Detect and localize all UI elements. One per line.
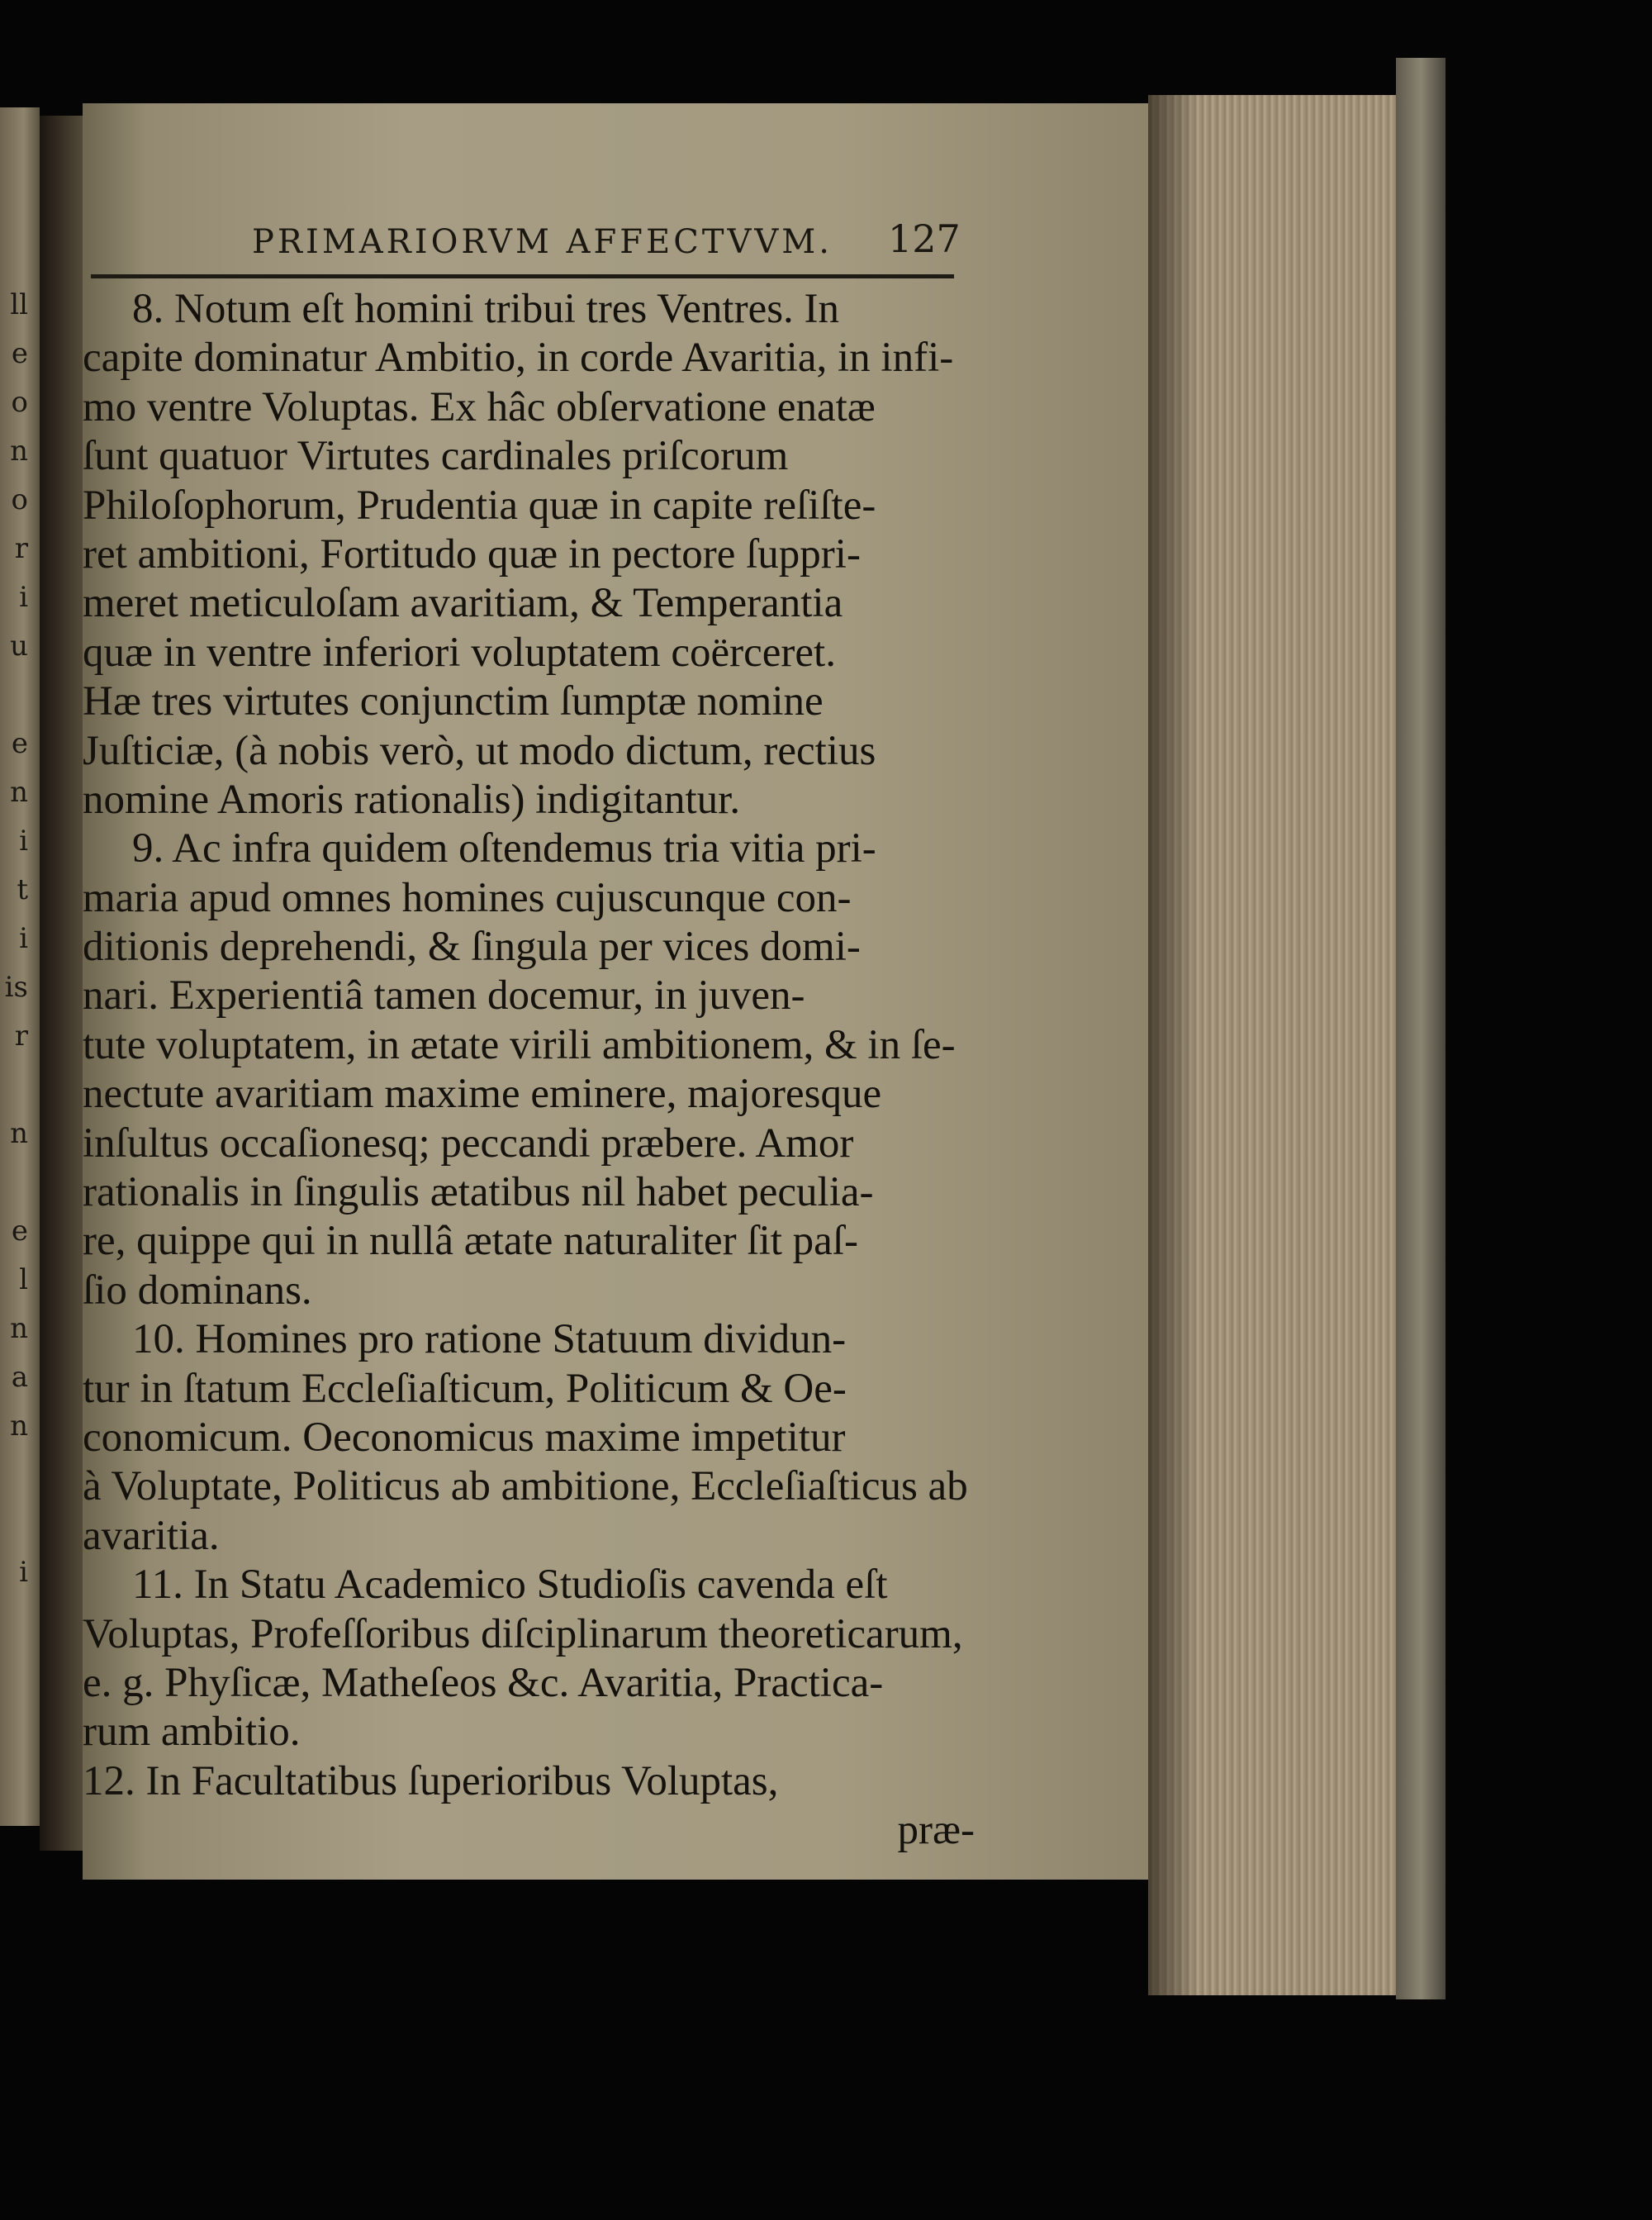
text-line: Juſticiæ, (à nobis verò, ut modo dictum, rectius (83, 727, 876, 774)
running-header-title: PRIMARIORVM AFFECTVVM. (252, 223, 833, 261)
text-line: 8. Notum eſt homini tribui tres Ventres. In (132, 286, 840, 332)
text-line: à Voluptate, Politicus ab ambitione, Eccleſiaſticus ab (83, 1463, 968, 1510)
text-line: nomine Amoris rationalis) indigitantur. (83, 776, 741, 823)
text-line: re, quippe qui in nullâ ætate naturaliter ſit paſ- (83, 1218, 858, 1265)
text-line: meret meticuloſam avaritiam, & Temperantia (83, 580, 843, 627)
text-line: 9. Ac infra quidem oſtendemus tria vitia pri- (132, 825, 876, 872)
previous-page-text-fragments: ll e o n o r i u e n i t i is r n e l n a n i (4, 288, 28, 1589)
text-line: inſultus occaſionesq; peccandi præbere. Amor (83, 1120, 854, 1167)
page-number: 127 (888, 216, 961, 261)
text-line: tur in ſtatum Eccleſiaſticum, Politicum & Oe- (83, 1365, 847, 1412)
text-line: ſio dominans. (83, 1267, 312, 1314)
text-line: 10. Homines pro ratione Statuum dividun- (132, 1316, 847, 1363)
text-line: 11. In Statu Academico Studioſis cavenda eſt (132, 1562, 888, 1609)
catchword: præ- (897, 1807, 975, 1854)
header-rule (91, 274, 954, 278)
text-line: tute voluptatem, in ætate virili ambitionem, & in ſe- (83, 1021, 956, 1068)
text-line: nari. Experientiâ tamen docemur, in juven- (83, 972, 805, 1020)
text-line: rationalis in ſingulis ætatibus nil habet peculia- (83, 1169, 874, 1216)
book-gutter (40, 116, 89, 1851)
text-line: Voluptas, Profeſſoribus diſciplinarum theoreticarum, (83, 1610, 963, 1657)
text-line: e. g. Phyſicæ, Matheſeos &c. Avaritia, Practica- (83, 1659, 884, 1706)
text-line: avaritia. (83, 1512, 220, 1559)
text-line: ſunt quatuor Virtutes cardinales priſcorum (83, 433, 789, 480)
text-line: conomicum. Oeconomicus maxime impetitur (83, 1414, 846, 1461)
text-line: mo ventre Voluptas. Ex hâc obſervatione enatæ (83, 383, 876, 430)
fore-edge-shadow (1148, 95, 1198, 1995)
text-line: maria apud omnes homines cujuscunque con- (83, 874, 852, 921)
text-line: nectute avaritiam maxime eminere, majoresque (83, 1071, 882, 1118)
text-line: 12. In Facultatibus ſuperioribus Voluptas, (83, 1757, 779, 1804)
text-line: Philoſophorum, Prudentia quæ in capite reſiſte- (83, 482, 876, 529)
text-line: ditionis deprehendi, & ſingula per vices domi- (83, 924, 861, 971)
text-line: capite dominatur Ambitio, in corde Avaritia, in infi- (83, 335, 954, 382)
text-line: rum ambitio. (83, 1709, 301, 1756)
book-cover-board (1396, 58, 1446, 1999)
text-line: Hæ tres virtutes conjunctim ſumptæ nomine (83, 678, 824, 725)
text-line: quæ in ventre inferiori voluptatem coërceret. (83, 629, 836, 676)
text-line: ret ambitioni, Fortitudo quæ in pectore ſuppri- (83, 530, 861, 578)
body-text (83, 285, 975, 1856)
